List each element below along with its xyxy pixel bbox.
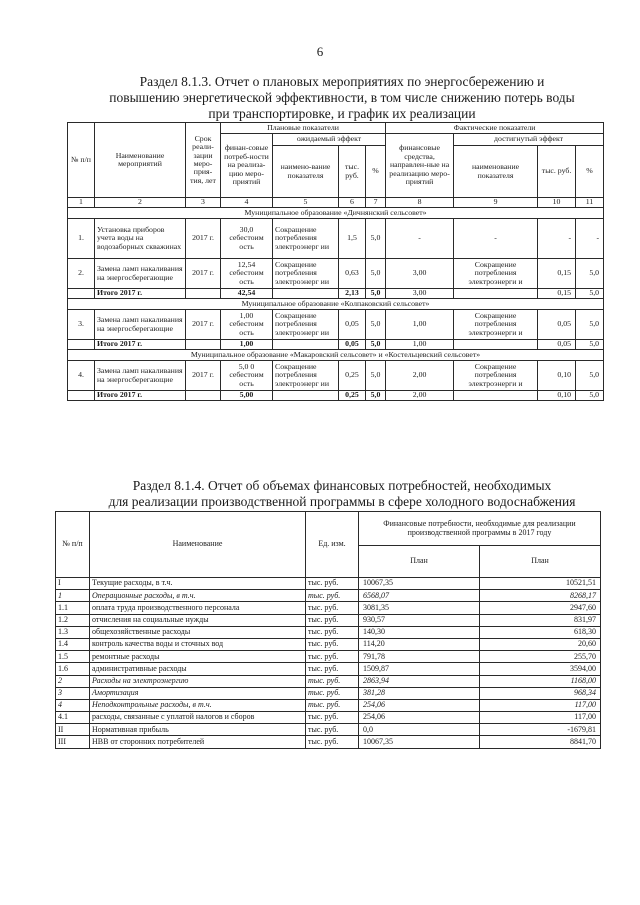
measure-fin-actual: 2,00 (386, 361, 454, 391)
energy-saving-measures-table (67, 122, 604, 401)
finance-row-name: расходы, связанные с уплатой налогов и сборов (90, 712, 306, 724)
finance-row-name: Нормативная прибыль (90, 724, 306, 736)
finance-row-plan: 2947,60 (480, 602, 601, 614)
measure-num: 1. (68, 219, 95, 259)
finance-row (56, 578, 601, 590)
measure-effect-actual: - (454, 219, 538, 259)
col-number: 10 (538, 198, 576, 208)
measure-row (68, 361, 604, 391)
header-plan: План (480, 546, 601, 578)
finance-row-unit: тыс. руб. (306, 663, 359, 675)
total-empty (273, 391, 339, 401)
total-pct-actual: 5,0 (576, 340, 604, 350)
header-rub-planned: тыс. руб. (339, 146, 366, 198)
finance-row-num: 1 (56, 590, 90, 602)
total-pct-planned: 5,0 (366, 340, 386, 350)
measure-pct-actual: 5,0 (576, 310, 604, 340)
col-number: 8 (386, 198, 454, 208)
finance-row-unit: тыс. руб. (306, 651, 359, 663)
total-empty (454, 391, 538, 401)
measure-term: 2017 г. (186, 310, 221, 340)
finance-row-num: 1.1 (56, 602, 90, 614)
finance-row-num: 1.2 (56, 614, 90, 626)
finance-row-plan: 255,70 (480, 651, 601, 663)
finance-row-plan: 930,57 (359, 614, 480, 626)
total-empty (273, 289, 339, 299)
col-number: 7 (366, 198, 386, 208)
finance-row-plan: 8268,17 (480, 590, 601, 602)
finance-row-plan: 791,78 (359, 651, 480, 663)
finance-row-name: ремонтные расходы (90, 651, 306, 663)
section-8-1-3-title-line1: Раздел 8.1.3. Отчет о плановых мероприятиях по энергосбережению и (139, 74, 545, 89)
header-fin-needs: Финансовые потребности, необходимые для реализации производственной программы в 2017 году (359, 512, 601, 546)
measure-name: Замена ламп накаливания на энергосберегающие (95, 310, 186, 340)
header-term: Срок реали-зации меро-прия-тия, лет (186, 123, 221, 198)
total-pct-planned: 5,0 (366, 289, 386, 299)
section-8-1-3-title-line3: при транспортировке, и график их реализации (208, 106, 476, 121)
total-rub-planned: 0,05 (339, 340, 366, 350)
finance-row-name: оплата труда производственного персонала (90, 602, 306, 614)
measure-term: 2017 г. (186, 219, 221, 259)
finance-row-unit: тыс. руб. (306, 602, 359, 614)
measure-fin-planned: 5,0 0 себестоим ость (221, 361, 273, 391)
finance-row-unit: тыс. руб. (306, 638, 359, 650)
total-row (68, 289, 604, 299)
measure-pct-actual: - (576, 219, 604, 259)
municipality-title: Муниципальное образование «Колпаковский сельсовет» (68, 299, 604, 310)
municipality-row (68, 350, 604, 361)
finance-row (56, 602, 601, 614)
finance-row-plan: 1168,00 (480, 675, 601, 687)
measure-effect-actual: Сокращение потребления электроэнерги и (454, 310, 538, 340)
finance-row-name: Расходы на электроэнергию (90, 675, 306, 687)
total-fin-planned: 42,54 (221, 289, 273, 299)
total-row (68, 391, 604, 401)
measure-fin-actual: - (386, 219, 454, 259)
finance-row-unit: тыс. руб. (306, 614, 359, 626)
finance-row (56, 675, 601, 687)
measure-effect-actual: Сокращение потребления электроэнерги и (454, 259, 538, 289)
finance-row-num: 1.3 (56, 626, 90, 638)
finance-row-unit: тыс. руб. (306, 687, 359, 699)
finance-row-num: III (56, 736, 90, 748)
finance-row (56, 699, 601, 711)
measure-effect-planned: Сокращение потребления электроэнерг ии (273, 361, 339, 391)
finance-row-unit: тыс. руб. (306, 590, 359, 602)
total-rub-planned: 2,13 (339, 289, 366, 299)
total-row (68, 340, 604, 350)
finance-row-plan: 3594,00 (480, 663, 601, 675)
finance-row-plan: 10521,51 (480, 578, 601, 590)
finance-row-plan: 831,97 (480, 614, 601, 626)
municipality-row (68, 299, 604, 310)
header-measure-name: Наименование мероприятий (95, 123, 186, 198)
measure-effect-planned: Сокращение потребления электроэнерг ии (273, 219, 339, 259)
finance-row-plan: 3081,35 (359, 602, 480, 614)
finance-row (56, 663, 601, 675)
section-8-1-4-title-line1: Раздел 8.1.4. Отчет об объемах финансовых потребностей, необходимых (132, 478, 552, 493)
total-rub-actual: 0,05 (538, 340, 576, 350)
finance-row-plan: 10067,35 (359, 578, 480, 590)
finance-row-name: Текущие расходы, в т.ч. (90, 578, 306, 590)
measure-name: Замена ламп накаливания на энергосберегающие (95, 259, 186, 289)
measure-rub-planned: 1,5 (339, 219, 366, 259)
header-plan: План (359, 546, 480, 578)
finance-row-num: 1.6 (56, 663, 90, 675)
finance-row (56, 626, 601, 638)
measure-name: Замена ламп накаливания на энергосберегающие (95, 361, 186, 391)
measure-rub-planned: 0,25 (339, 361, 366, 391)
finance-row-num: 1.4 (56, 638, 90, 650)
total-label: Итого 2017 г. (95, 289, 186, 299)
header-actual: Фактические показатели (386, 123, 604, 134)
municipality-title: Муниципальное образование «Дичнянский сельсовет» (68, 208, 604, 219)
header-name: Наименование (90, 512, 306, 578)
total-rub-planned: 0,25 (339, 391, 366, 401)
finance-row-plan: 254,06 (359, 699, 480, 711)
finance-row (56, 590, 601, 602)
total-label: Итого 2017 г. (95, 340, 186, 350)
measure-pct-actual: 5,0 (576, 259, 604, 289)
finance-row-name: общехозяйственные расходы (90, 626, 306, 638)
finance-row-plan: 618,30 (480, 626, 601, 638)
finance-row-unit: тыс. руб. (306, 736, 359, 748)
header-rub-actual: тыс. руб. (538, 146, 576, 198)
finance-row-plan: 6568,07 (359, 590, 480, 602)
finance-row-name: Неподконтрольные расходы, в т.ч. (90, 699, 306, 711)
header-achieved-effect: достигнутый эффект (454, 134, 604, 146)
total-fin-actual: 3,00 (386, 289, 454, 299)
measure-row (68, 259, 604, 289)
finance-row-plan: 381,28 (359, 687, 480, 699)
finance-row-plan: 140,30 (359, 626, 480, 638)
measure-fin-actual: 3,00 (386, 259, 454, 289)
measure-num: 3. (68, 310, 95, 340)
finance-row-num: II (56, 724, 90, 736)
finance-row (56, 638, 601, 650)
measure-pct-planned: 5,0 (366, 259, 386, 289)
finance-row-num: 1.5 (56, 651, 90, 663)
finance-row-unit: тыс. руб. (306, 699, 359, 711)
total-label: Итого 2017 г. (95, 391, 186, 401)
finance-row-plan: 1509,87 (359, 663, 480, 675)
page-number: 6 (316, 44, 324, 59)
total-rub-actual: 0,10 (538, 391, 576, 401)
finance-row-name: НВВ от сторонних потребителей (90, 736, 306, 748)
finance-row-plan: 2863,94 (359, 675, 480, 687)
measure-pct-actual: 5,0 (576, 361, 604, 391)
financial-needs-table (55, 511, 601, 749)
finance-row (56, 614, 601, 626)
finance-row (56, 724, 601, 736)
header-planned: Плановые показатели (221, 123, 386, 134)
header-effect-name-planned: наимено-вание показателя (273, 146, 339, 198)
finance-row (56, 712, 601, 724)
finance-row-plan: 114,20 (359, 638, 480, 650)
measure-row (68, 310, 604, 340)
total-pct-actual: 5,0 (576, 391, 604, 401)
total-fin-actual: 2,00 (386, 391, 454, 401)
total-empty (68, 340, 95, 350)
finance-row-name: отчисления на социальные нужды (90, 614, 306, 626)
total-empty (186, 340, 221, 350)
finance-row-plan: 117,00 (480, 699, 601, 711)
col-number: 11 (576, 198, 604, 208)
header-num: № п/п (56, 512, 90, 578)
measure-fin-planned: 1,00 себестоим ость (221, 310, 273, 340)
measure-num: 2. (68, 259, 95, 289)
total-empty (186, 391, 221, 401)
measure-num: 4. (68, 361, 95, 391)
col-number: 2 (95, 198, 186, 208)
finance-row-plan: 10067,35 (359, 736, 480, 748)
total-empty (68, 289, 95, 299)
finance-row (56, 736, 601, 748)
header-num: № п/п (68, 123, 95, 198)
section-8-1-3-title-line2: повышению энергетической эффективности, в том числе снижению потерь воды (109, 90, 575, 105)
col-number: 6 (339, 198, 366, 208)
measure-term: 2017 г. (186, 259, 221, 289)
measure-fin-planned: 30,0 себестоим ость (221, 219, 273, 259)
section-8-1-3-title (92, 74, 592, 122)
total-empty (68, 391, 95, 401)
col-number: 1 (68, 198, 95, 208)
col-number: 5 (273, 198, 339, 208)
measure-effect-planned: Сокращение потребления электроэнерг ии (273, 310, 339, 340)
finance-row-num: I (56, 578, 90, 590)
section-8-1-4-title-line2: для реализации производственной программы в сфере холодного водоснабжения (108, 494, 576, 509)
total-rub-actual: 0,15 (538, 289, 576, 299)
measure-rub-planned: 0,63 (339, 259, 366, 289)
finance-row-plan: 0,0 (359, 724, 480, 736)
header-unit: Ед. изм. (306, 512, 359, 578)
finance-row-plan: -1679,81 (480, 724, 601, 736)
measure-rub-actual: 0,05 (538, 310, 576, 340)
total-pct-planned: 5,0 (366, 391, 386, 401)
finance-row-name: контроль качества воды и сточных вод (90, 638, 306, 650)
finance-row-num: 4.1 (56, 712, 90, 724)
measure-name: Установка приборов учета воды на водозаборных скважинах (95, 219, 186, 259)
finance-row-unit: тыс. руб. (306, 626, 359, 638)
total-pct-actual: 5,0 (576, 289, 604, 299)
finance-row-name: Операционные расходы, в т.ч. (90, 590, 306, 602)
measure-pct-planned: 5,0 (366, 219, 386, 259)
measure-term: 2017 г. (186, 361, 221, 391)
finance-row-unit: тыс. руб. (306, 675, 359, 687)
header-expected-effect: ожидаемый эффект (273, 134, 386, 146)
measure-fin-actual: 1,00 (386, 310, 454, 340)
finance-row-unit: тыс. руб. (306, 724, 359, 736)
header-pct-actual: % (576, 146, 604, 198)
finance-row-name: административные расходы (90, 663, 306, 675)
total-empty (186, 289, 221, 299)
finance-row-plan: 8841,70 (480, 736, 601, 748)
finance-row-plan: 968,34 (480, 687, 601, 699)
finance-row-plan: 254,06 (359, 712, 480, 724)
finance-row-plan: 20,60 (480, 638, 601, 650)
total-fin-planned: 1,00 (221, 340, 273, 350)
col-number: 3 (186, 198, 221, 208)
finance-row-name: Амортизация (90, 687, 306, 699)
header-fin-planned: финан-совые потреб-ности на реализа-цию меро-приятий (221, 134, 273, 198)
measure-effect-planned: Сокращение потребления электроэнерг ии (273, 259, 339, 289)
measure-rub-planned: 0,05 (339, 310, 366, 340)
measure-row (68, 219, 604, 259)
finance-row (56, 651, 601, 663)
finance-row-num: 4 (56, 699, 90, 711)
measure-pct-planned: 5,0 (366, 310, 386, 340)
col-number: 4 (221, 198, 273, 208)
section-8-1-4-title (92, 478, 592, 510)
finance-row-num: 3 (56, 687, 90, 699)
finance-row-unit: тыс. руб. (306, 712, 359, 724)
col-number: 9 (454, 198, 538, 208)
measure-rub-actual: - (538, 219, 576, 259)
measure-pct-planned: 5,0 (366, 361, 386, 391)
municipality-row (68, 208, 604, 219)
measure-fin-planned: 12,54 себестоим ость (221, 259, 273, 289)
total-empty (454, 289, 538, 299)
total-empty (454, 340, 538, 350)
total-fin-actual: 1,00 (386, 340, 454, 350)
finance-row (56, 687, 601, 699)
finance-row-plan: 117,00 (480, 712, 601, 724)
measure-rub-actual: 0,10 (538, 361, 576, 391)
finance-row-unit: тыс. руб. (306, 578, 359, 590)
measure-rub-actual: 0,15 (538, 259, 576, 289)
header-fin-actual: финансовые средства, направлен-ные на реализацию меро-приятий (386, 134, 454, 198)
header-pct-planned: % (366, 146, 386, 198)
finance-row-num: 2 (56, 675, 90, 687)
total-fin-planned: 5,00 (221, 391, 273, 401)
measure-effect-actual: Сокращение потребления электроэнерги и (454, 361, 538, 391)
header-effect-name-actual: наименование показателя (454, 146, 538, 198)
municipality-title: Муниципальное образование «Макаровский сельсовет» и «Костельцевский сельсовет» (68, 350, 604, 361)
total-empty (273, 340, 339, 350)
